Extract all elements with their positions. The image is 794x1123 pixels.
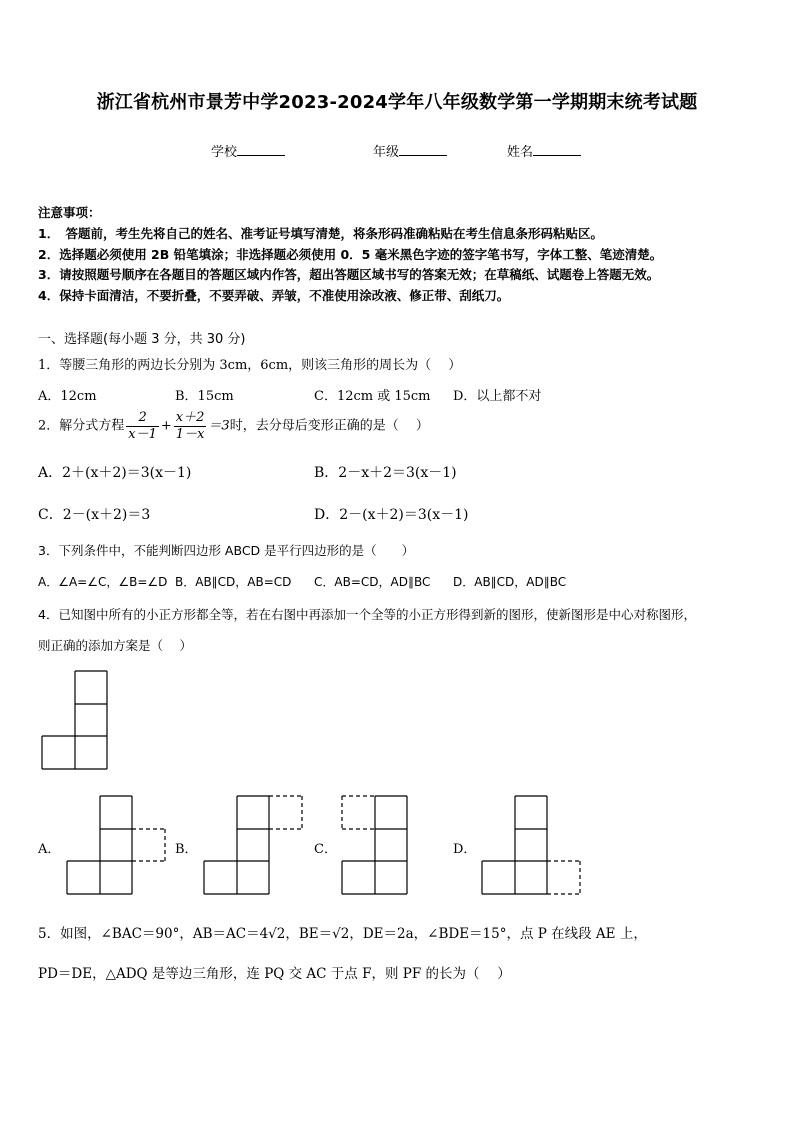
- name-label: 姓名: [507, 145, 534, 160]
- q2-suffix: 时，去分母后变形正确的是（ ）: [229, 418, 429, 434]
- q2-option-a[interactable]: A．2＋(x＋2)＝3(x－1): [38, 465, 192, 481]
- q1-option-a[interactable]: A．12cm: [38, 389, 97, 404]
- q2-option-b[interactable]: B．2－x＋2＝3(x－1): [314, 465, 457, 481]
- q2-prefix: 2．解分式方程: [38, 418, 125, 434]
- grade-field: [373, 141, 447, 160]
- q3-option-d[interactable]: D．AB∥CD，AD∥BC: [453, 575, 567, 589]
- name-field: [507, 141, 581, 160]
- page-title: 浙江省杭州市景芳中学2023-2024学年八年级数学第一学期期末统考试题: [96, 92, 698, 113]
- q3-option-c[interactable]: C．AB=CD，AD∥BC: [314, 575, 431, 589]
- q4-stem-line2: 则正确的添加方案是（ ）: [38, 638, 192, 653]
- q2-frac1-num: 2: [126, 410, 159, 427]
- q4-stem-line1: 4．已知图中所有的小正方形都全等，若在右图中再添加一个全等的小正方形得到新的图形，使新图形是中心对称图形，: [38, 607, 696, 622]
- note-item: 3．请按照题号顺序在各题目的答题区域内作答，超出答题区域书写的答案无效；在草稿纸、试题卷上答题无效。: [38, 267, 660, 282]
- q3-stem: 3．下列条件中，不能判断四边形 ABCD 是平行四边形的是（ ）: [38, 543, 415, 558]
- q4-option-d-figure[interactable]: [480, 795, 585, 897]
- q2-fraction-2: [174, 410, 207, 443]
- q2-plus: +: [160, 418, 172, 434]
- note-item: 4．保持卡面清洁，不要折叠，不要弄破、弄皱，不准使用涂改液、修正带、刮纸刀。: [38, 288, 510, 303]
- q2-option-d[interactable]: D．2－(x＋2)＝3(x－1): [314, 507, 469, 523]
- q2-equals: ＝3: [208, 418, 230, 434]
- q2-frac2-den: 1－x: [175, 427, 205, 442]
- q4-original-figure: [40, 670, 110, 772]
- note-item: 2．选择题必须使用 2B 铅笔填涂；非选择题必须使用 0．5 毫米黑色字迹的签字笔书写，字体工整、笔迹清楚。: [38, 247, 663, 262]
- q4-option-b-figure[interactable]: [202, 795, 307, 897]
- q2-stem: [38, 410, 429, 443]
- q5-stem-line2: PD＝DE，△ADQ 是等边三角形，连 PQ 交 AC 于点 F，则 PF 的长为（ ）: [38, 966, 511, 982]
- grade-label: 年级: [373, 145, 400, 160]
- q2-frac2-num: x＋2: [175, 410, 205, 425]
- q4-option-c-figure[interactable]: [340, 795, 412, 897]
- q4-option-d-label[interactable]: D．: [453, 842, 477, 857]
- grade-blank[interactable]: [399, 143, 447, 156]
- q1-option-c[interactable]: C．12cm 或 15cm: [314, 389, 431, 404]
- school-field: [211, 141, 285, 160]
- note-item: 1． 答题前，考生先将自己的姓名、准考证号填写清楚，将条形码准确粘贴在考生信息条形码粘贴区。: [38, 226, 603, 241]
- q3-option-a[interactable]: A．∠A=∠C，∠B=∠D: [38, 575, 168, 589]
- section-heading: 一、选择题(每小题 3 分，共 30 分): [38, 332, 246, 347]
- q2-frac1-den: x－1: [128, 427, 157, 442]
- q4-option-c-label[interactable]: C．: [314, 842, 337, 857]
- school-blank[interactable]: [237, 143, 285, 156]
- school-label: 学校: [211, 145, 238, 160]
- name-blank[interactable]: [533, 143, 581, 156]
- q4-option-b-label[interactable]: B．: [175, 842, 198, 857]
- q2-option-c[interactable]: C．2－(x＋2)＝3: [38, 507, 151, 523]
- notes-heading: 注意事项：: [38, 205, 101, 220]
- q1-option-d[interactable]: D．以上都不对: [453, 389, 542, 404]
- q5-stem-line1: 5．如图，∠BAC＝90°，AB＝AC＝4√2，BE＝√2，DE＝2a，∠BDE＝15°，点 P 在线段 AE 上，: [38, 926, 647, 942]
- q4-option-a-label[interactable]: A．: [38, 842, 61, 857]
- q1-option-b[interactable]: B．15cm: [175, 389, 234, 404]
- q1-stem: 1．等腰三角形的两边长分别为 3cm，6cm，则该三角形的周长为（ ）: [38, 358, 462, 373]
- q2-fraction-1: [126, 410, 159, 443]
- q4-option-a-figure[interactable]: [65, 795, 170, 897]
- q3-option-b[interactable]: B．AB∥CD，AB=CD: [175, 575, 292, 589]
